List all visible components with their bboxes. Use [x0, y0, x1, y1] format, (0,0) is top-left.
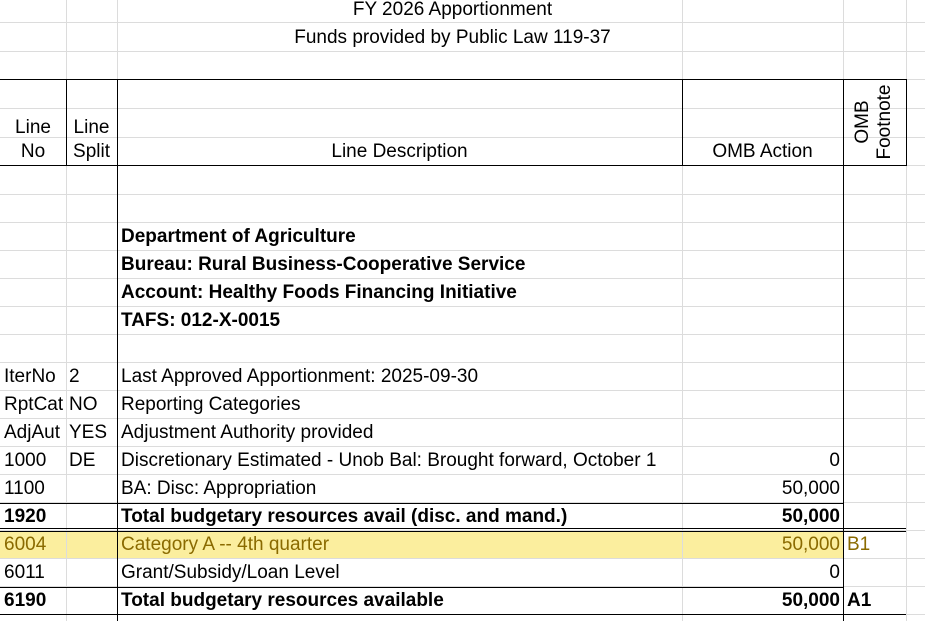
col-header-line-no: Line No	[15, 117, 51, 162]
col-header-line-description: Line Description	[331, 141, 468, 162]
line-number-cell: 6190	[4, 590, 47, 611]
line-split-cell: YES	[69, 422, 108, 443]
omb-footnote-cell: B1	[847, 534, 871, 555]
line-split-cell: 2	[69, 366, 80, 387]
line-number-cell: RptCat	[4, 394, 64, 415]
line-description-cell: Total budgetary resources avail (disc. and mand.)	[121, 506, 568, 527]
line-description-cell: Total budgetary resources available	[121, 590, 444, 611]
line-description-cell: Adjustment Authority provided	[121, 422, 374, 443]
omb-action-cell: 50,000	[781, 534, 840, 555]
line-description-cell: Last Approved Apportionment: 2025-09-30	[121, 366, 479, 387]
line-description-cell: Reporting Categories	[121, 394, 301, 415]
department-name: Department of Agriculture	[121, 226, 356, 247]
omb-footnote-cell: A1	[847, 590, 872, 611]
line-number-cell: 6011	[4, 562, 45, 583]
tafs-code: TAFS: 012-X-0015	[121, 310, 281, 331]
line-number-cell: 1000	[4, 450, 47, 471]
grid-line-h	[0, 137, 925, 138]
col-border-4	[843, 79, 844, 621]
line-number-cell: AdjAut	[4, 422, 60, 443]
grid-line-h	[0, 108, 925, 109]
page-subtitle: Funds provided by Public Law 119-37	[294, 27, 611, 48]
line-split-cell: NO	[69, 394, 98, 415]
header-bottom-border	[0, 165, 906, 166]
omb-action-cell: 0	[829, 450, 840, 471]
page-title: FY 2026 Apportionment	[352, 0, 553, 20]
line-description-cell: BA: Disc: Appropriation	[121, 478, 317, 499]
line-description-cell: Grant/Subsidy/Loan Level	[121, 562, 340, 583]
line-number-cell: 6004	[4, 534, 47, 555]
col-header-line-split: Line Split	[73, 117, 110, 162]
omb-action-cell: 50,000	[781, 590, 840, 611]
account-name: Account: Healthy Foods Financing Initiative	[121, 282, 517, 303]
line-description-cell: Category A -- 4th quarter	[121, 534, 330, 555]
line-split-cell: DE	[69, 450, 96, 471]
col-border-5	[906, 79, 907, 166]
bureau-name: Bureau: Rural Business-Cooperative Service	[121, 254, 526, 275]
omb-action-cell: 0	[829, 562, 840, 583]
line-number-cell: 1920	[4, 506, 47, 527]
col-header-omb-footnote: OMB Footnote	[852, 84, 895, 160]
omb-action-cell: 50,000	[781, 506, 840, 527]
header-top-border	[0, 79, 906, 80]
line-number-cell: IterNo	[4, 366, 56, 387]
grid-line-h	[0, 194, 925, 195]
omb-action-cell: 50,000	[781, 478, 840, 499]
line-description-cell: Discretionary Estimated - Unob Bal: Brought forward, October 1	[121, 450, 657, 471]
col-header-omb-action: OMB Action	[712, 141, 813, 162]
line-number-cell: 1100	[4, 478, 45, 499]
